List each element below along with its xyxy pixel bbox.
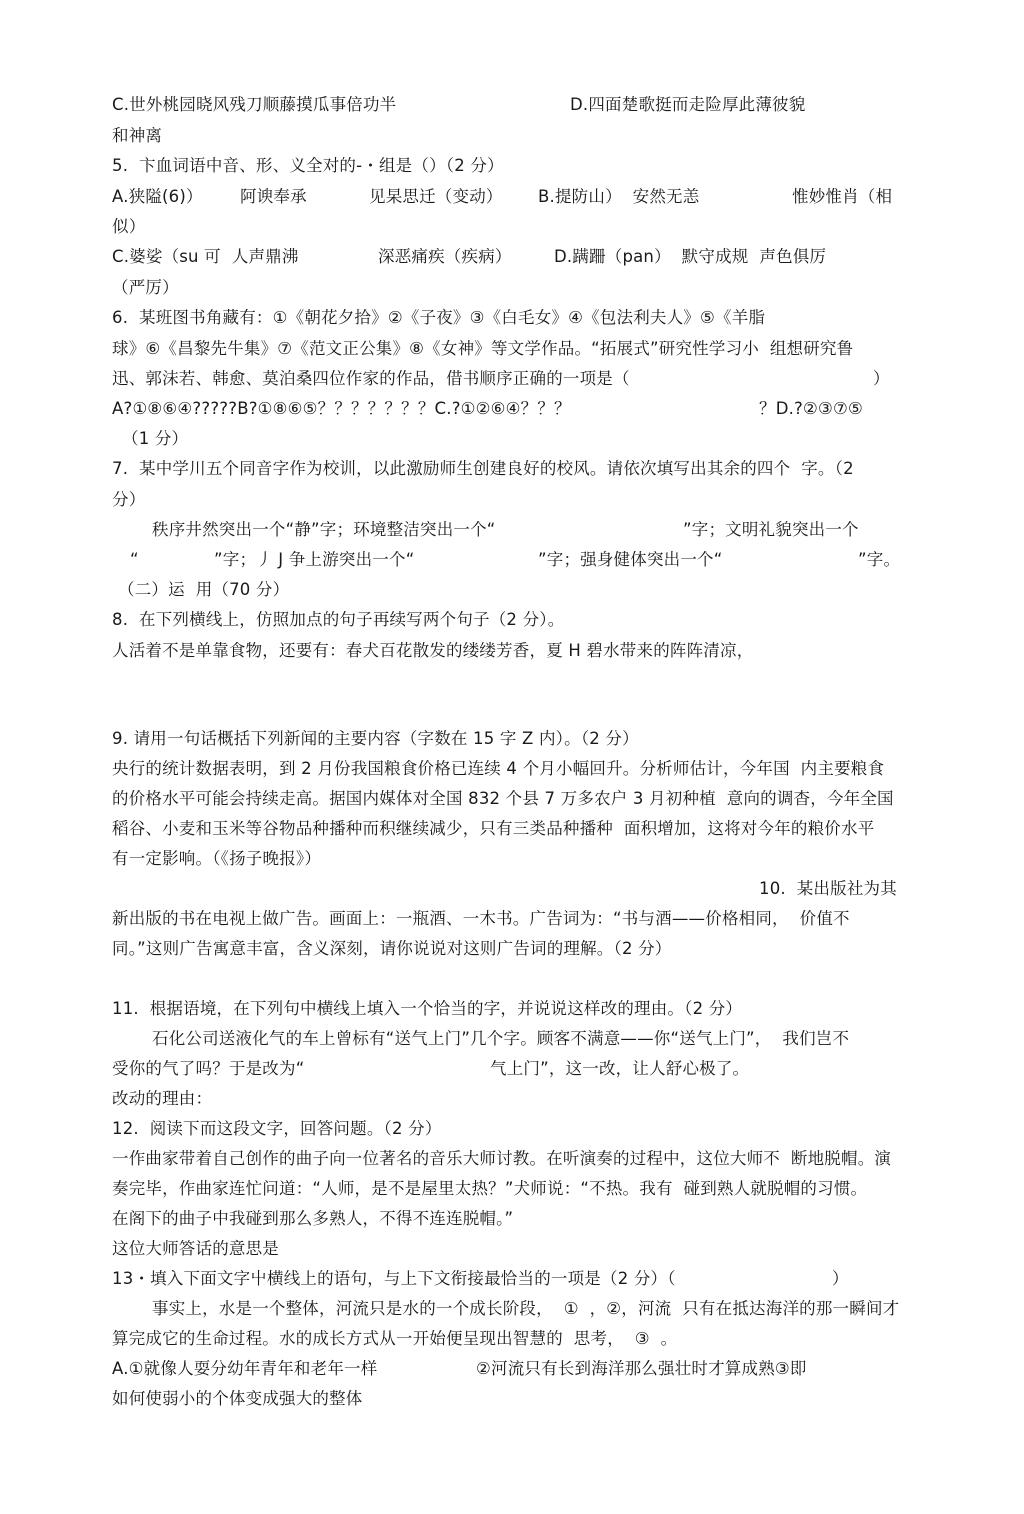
question-6-stem: 6. 某班图书角藏有：①《朝花夕拾》②《子夜》③《白毛女》④《包法利夫人》⑤《羊脂 [112,308,766,327]
text-line: ”字。 [858,550,901,569]
option-c-line: C.世外桃园晓风残刀顺藤摸瓜事倍功半 [112,95,397,114]
q6-option-d: ？D.?②③⑦⑤ [759,399,863,418]
q5-option-a-word: 见杲思迁（变动） [369,187,503,206]
question-12-stem: 12. 阅读下而这段文字，回答问题。（2 分） [112,1119,442,1138]
q5-option-c-word: 深恶痛疾（疾病） [378,247,512,266]
q5-option-c: C.婆娑（su 可 人声鼎沸 [112,247,299,266]
q5-option-a-word: 阿谀奉承 [240,187,307,206]
q5-option-a: A.狭隘(6)） [112,187,203,206]
text-line: 在阁下的曲子中我碰到那么多熟人，不得不连连脱帽。” [112,1209,514,1228]
question-5-stem: 5. 卞血词语中音、形、义全对的-・组是（）（2 分） [112,156,504,175]
text-line: 石化公司送液化气的车上曾标有“送气上门”几个字。顾客不满意——你“送气上门”， 我们岂不 [152,1029,850,1048]
q5-option-b: B.提防山） 安然无恙 [538,187,700,206]
q5-option-d: D.蹒跚（pan） 默守成规 声色俱厉 [554,247,827,266]
text-line: 如何使弱小的个体变成强大的整体 [112,1389,363,1408]
text-line: 新出版的书在电视上做广告。画面上：一瓶酒、一木书。广告词为：“书与酒——价格相同， 价值不 [112,909,850,928]
text-line: 球》⑥《昌黎先牛集》⑦《范文正公集》⑧《女神》等文学作品。“拓展式”研究性学习小 组想研究鲁 [112,339,854,358]
text-line: 受你的气了吗？于是改为“ [112,1059,305,1078]
text-line: 央行的统计数据表明，到 2 月份我国粮食价格已连续 4 个月小幅回升。分析师估计，今年国 内主要粮食 [112,759,885,778]
text-line: 人活着不是单靠食物，还要有：春犬百花散发的缕缕芳香，夏 H 碧水带来的阵阵清凉， [112,641,754,660]
text-line: 稻谷、小麦和玉米等谷物品种播种而积继续减少，只有三类品种播种 面积增加，这将对今年的粮价水平 [112,819,875,838]
q5-option-b-word: 惟妙惟肖（相 [792,187,893,206]
text-line: 迅、郭沫若、韩愈、莫泊桑四位作家的作品，借书顺序正确的一项是（ [112,369,630,388]
text-line: ”字；文明礼貌突出一个 [683,520,859,539]
answer-bracket: ） [873,369,890,388]
answer-bracket: ） [832,1269,849,1288]
option-d-line: D.四面楚歌挺而走险厚此薄彼貌 [570,95,806,114]
text-line: 的价格水平可能会持续走高。据国内媒体对全国 832 个县 7 万多农户 3 月初种植 意向的调杳，今年全国 [112,789,894,808]
text-line: 一作曲家带着自己创作的曲子向一位著名的音乐大师讨教。在听演奏的过程中，这位大师不 断地脱帽。演 [112,1149,892,1168]
section-heading: （二）运 用（70 分） [118,580,290,599]
q13-option-a-cont: ②河流只有长到海洋那么强壮时才算成熟③即 [476,1359,807,1378]
text-line: 事实上，水是一个整体，河流只是水的一个成长阶段， ① ，②，河流 只有在抵达海洋的那一瞬间才 [152,1299,900,1318]
text-line: 似） [112,217,146,236]
text-line: 分） [112,490,146,509]
text-line: 这位大师答话的意思是 [112,1239,279,1258]
text-line: 和神离 [112,126,163,145]
question-9-stem: 9. 请用一句话概括下列新闻的主要内容（字数在 15 字 Z 内）。（2 分） [112,729,639,748]
text-line: 气上门”，这一改，让人舒心极了。 [490,1059,750,1078]
q13-option-a: A.①就像人耍分幼年青年和老年一样 [112,1359,378,1378]
text-line: 有一定影响。（《扬子晚报》） [112,849,322,868]
text-line: “ [130,550,139,569]
question-10-stem: 10. 某出版社为其 [759,879,897,898]
score-note: （1 分） [122,429,189,448]
text-line: 奏完毕，作曲家连忙问道：“人师，是不是屋里太热？”犬师说：“不热。我有 碰到熟人就脱帽的习惯。 [112,1179,868,1198]
question-7-stem: 7. 某中学川五个同音字作为校训，以此激励师生创建良好的校风。请依次填写出其余的四个 字。（2 [112,459,854,478]
text-line: ”字；丿 J 争上游突出一个“ [214,550,415,569]
text-line: （严厉） [112,278,179,297]
q6-options: A?①⑧⑥④?????B?①⑧⑥⑤？？？？？？？C.?①②⑥④？？？ [112,399,571,418]
question-8-stem: 8. 在下列横线上，仿照加点的句子再续写两个句子（2 分）。 [112,610,565,629]
text-line: 改动的理由： [112,1089,213,1108]
text-line: 秩序井然突出一个“静”字；环境整洁突出一个“ [152,520,496,539]
text-line: ”字；强身健体突出一个“ [538,550,723,569]
question-13-stem: 13・填入下面文字屮横线上的语句，与上下文衔接最恰当的一项是（2 分）（ [112,1269,676,1288]
text-line: 算完成它的生命过程。水的成长方式从一开始便呈现出智慧的 思考， ③ 。 [112,1329,678,1348]
text-line: 同。”这则广告寓意丰富，含义深刻，请你说说对这则广告词的理解。（2 分） [112,939,672,958]
question-11-stem: 11. 根据语境，在下列句中横线上填入一个恰当的字，并说说这样改的理由。（2 分） [112,999,743,1018]
